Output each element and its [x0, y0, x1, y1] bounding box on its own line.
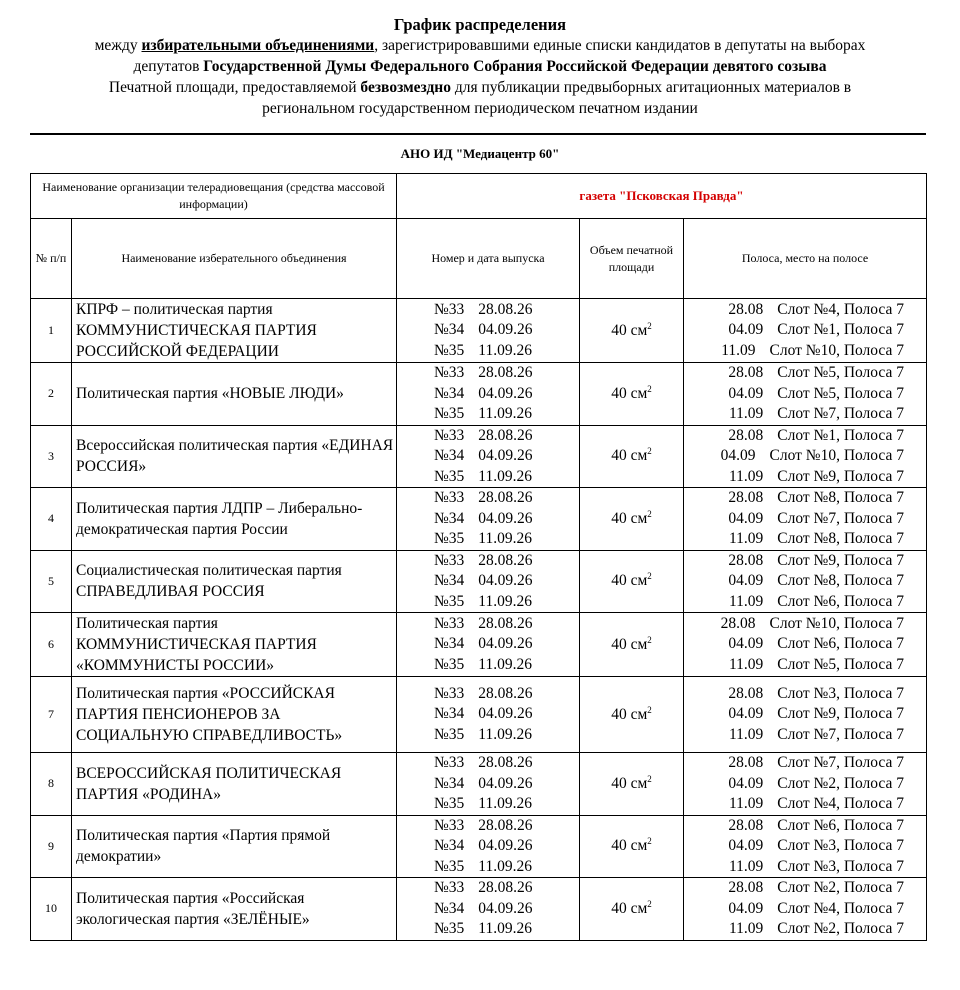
issue-cell — [397, 363, 580, 426]
slot-date: 28.08 — [728, 364, 764, 381]
issue-line — [397, 614, 579, 635]
issue-number: №33 — [434, 879, 465, 896]
slot-line — [684, 816, 926, 837]
slot-place: Слот №8, Полоса 7 — [777, 530, 905, 547]
issue-line — [397, 899, 579, 920]
slot-line — [684, 774, 926, 795]
party-name: Политическая партия ЛДПР – Либерально-демократическая партия России — [72, 488, 397, 551]
row-number: 7 — [31, 677, 72, 753]
slot-line — [684, 467, 926, 488]
issue-number: №35 — [434, 405, 465, 422]
issue-line — [397, 919, 579, 940]
volume-value: 40 см — [611, 774, 648, 792]
slot-date: 04.09 — [728, 774, 764, 792]
issue-date: 04.09.26 — [478, 509, 533, 527]
volume-unit-superscript: 2 — [647, 446, 652, 457]
volume-cell — [580, 363, 684, 426]
table-row — [31, 550, 927, 613]
issue-cell — [397, 613, 580, 677]
issue-number: №35 — [434, 467, 465, 485]
slot-place: Слот №8, Полоса 7 — [777, 489, 905, 506]
slot-line — [684, 571, 926, 592]
issue-line — [397, 704, 579, 725]
slot-line — [684, 384, 926, 405]
issue-number: №33 — [434, 364, 465, 381]
slot-date: 28.08 — [728, 426, 764, 444]
issue-number: №35 — [434, 795, 465, 812]
issue-line — [397, 816, 579, 837]
issue-number: №34 — [434, 705, 465, 723]
party-name: Политическая партия «НОВЫЕ ЛЮДИ» — [72, 363, 397, 426]
slot-line — [684, 857, 926, 878]
slot-date: 04.09 — [720, 447, 756, 464]
issue-number: №34 — [434, 572, 465, 589]
issue-line — [397, 404, 579, 425]
party-name: ВСЕРОССИЙСКАЯ ПОЛИТИЧЕСКАЯ ПАРТИЯ «РОДИНА» — [72, 753, 397, 816]
issue-date: 28.08.26 — [478, 300, 533, 318]
volume-value: 40 см — [611, 321, 648, 339]
issue-date: 11.09.26 — [478, 725, 532, 743]
issue-date: 04.09.26 — [478, 899, 533, 917]
issue-date: 28.08.26 — [478, 754, 533, 771]
slot-place: Слот №6, Полоса 7 — [777, 592, 905, 610]
slot-cell — [684, 299, 927, 363]
row-number: 8 — [31, 753, 72, 816]
volume-unit-superscript: 2 — [647, 704, 652, 715]
slot-cell — [684, 815, 927, 878]
issue-date: 04.09.26 — [478, 774, 533, 792]
outlet-name: газета "Псковская Правда" — [397, 174, 927, 219]
slot-place: Слот №9, Полоса 7 — [777, 467, 905, 485]
issue-date: 04.09.26 — [478, 447, 533, 464]
col-num-header: № п/п — [31, 219, 72, 299]
volume-cell — [580, 878, 684, 941]
slot-date: 11.09 — [721, 341, 756, 359]
issue-date: 28.08.26 — [478, 551, 533, 569]
issue-date: 28.08.26 — [478, 614, 533, 632]
volume-unit-superscript: 2 — [647, 383, 652, 394]
slot-place: Слот №3, Полоса 7 — [777, 857, 905, 875]
volume-cell — [580, 753, 684, 816]
table-row — [31, 425, 927, 488]
header-rule — [30, 133, 926, 135]
slot-date: 04.09 — [728, 509, 764, 527]
table-row — [31, 815, 927, 878]
slot-cell — [684, 550, 927, 613]
col-slot-header: Полоса, место на полосе — [684, 219, 927, 299]
volume-unit-superscript: 2 — [647, 508, 652, 519]
slot-date: 04.09 — [728, 384, 764, 402]
row-number: 5 — [31, 550, 72, 613]
slot-place: Слот №4, Полоса 7 — [777, 300, 905, 318]
issue-date: 11.09.26 — [478, 655, 532, 673]
header-line-4-post: для публикации предвыборных агитационных материалов в — [451, 79, 852, 96]
volume-value: 40 см — [611, 899, 648, 917]
issue-number: №34 — [434, 635, 465, 653]
slot-place: Слот №4, Полоса 7 — [777, 899, 905, 917]
slot-cell — [684, 878, 927, 941]
slot-date: 04.09 — [728, 705, 764, 723]
volume-value: 40 см — [611, 384, 648, 402]
slot-place: Слот №1, Полоса 7 — [777, 426, 905, 444]
slot-line — [684, 551, 926, 572]
issue-date: 04.09.26 — [478, 705, 533, 723]
table-row — [31, 677, 927, 753]
volume-unit-superscript: 2 — [647, 898, 652, 909]
party-name: Всероссийская политическая партия «ЕДИНАЯ РОССИЯ» — [72, 425, 397, 488]
issue-line — [397, 551, 579, 572]
issue-line — [397, 774, 579, 795]
issue-number: №33 — [434, 614, 465, 632]
issue-cell — [397, 677, 580, 753]
slot-line — [684, 404, 926, 425]
slot-line — [684, 634, 926, 655]
slot-date: 28.08 — [728, 489, 764, 506]
slot-date: 28.08 — [728, 816, 764, 834]
issue-line — [397, 446, 579, 467]
issue-date: 11.09.26 — [478, 467, 532, 485]
header-line-2 — [0, 35, 960, 56]
issue-cell — [397, 299, 580, 363]
issue-number: №35 — [434, 655, 465, 673]
slot-date: 04.09 — [728, 321, 764, 339]
slot-line — [684, 836, 926, 857]
slot-place: Слот №7, Полоса 7 — [777, 754, 905, 771]
issue-line — [397, 857, 579, 878]
slot-date: 04.09 — [728, 572, 764, 589]
issue-date: 04.09.26 — [478, 635, 533, 653]
issue-line — [397, 684, 579, 705]
volume-cell — [580, 488, 684, 551]
issue-date: 28.08.26 — [478, 489, 533, 506]
slot-cell — [684, 488, 927, 551]
issue-number: №34 — [434, 837, 465, 854]
slot-line — [684, 753, 926, 774]
volume-unit-superscript: 2 — [647, 571, 652, 582]
volume-cell — [580, 425, 684, 488]
header-line-2-pre: между — [94, 37, 142, 54]
issue-number: №33 — [434, 816, 465, 834]
header-line-3-bold: Государственной Думы Федерального Собрания Российской Федерации девятого созыва — [203, 58, 827, 75]
slot-date: 11.09 — [728, 725, 764, 743]
col-party-header: Наименование избеpательного объединения — [72, 219, 397, 299]
issue-line — [397, 467, 579, 488]
slot-place: Слот №6, Полоса 7 — [777, 635, 905, 653]
volume-value: 40 см — [611, 447, 648, 465]
slot-line — [684, 300, 926, 321]
issue-line — [397, 725, 579, 746]
table-row — [31, 299, 927, 363]
slot-date: 04.09 — [728, 635, 764, 653]
slot-date: 04.09 — [728, 899, 764, 917]
party-name: Социалистическая политическая партия СПРАВЕДЛИВАЯ РОССИЯ — [72, 550, 397, 613]
party-name: Политическая партия КОММУНИСТИЧЕСКАЯ ПАРТИЯ «КОММУНИСТЫ РОССИИ» — [72, 613, 397, 677]
issue-date: 11.09.26 — [478, 530, 532, 547]
issue-date: 28.08.26 — [478, 816, 533, 834]
issue-number: №35 — [434, 920, 465, 937]
issue-line — [397, 488, 579, 509]
issue-number: №34 — [434, 447, 465, 464]
issue-line — [397, 509, 579, 530]
slot-place: Слот №10, Полоса 7 — [769, 447, 905, 464]
slot-date: 11.09 — [728, 592, 764, 610]
slot-place: Слот №2, Полоса 7 — [777, 920, 905, 937]
issue-number: №34 — [434, 321, 465, 339]
issue-date: 11.09.26 — [478, 592, 532, 610]
volume-value: 40 см — [611, 509, 648, 527]
issue-date: 28.08.26 — [478, 684, 533, 702]
party-name: КПРФ – политическая партия КОММУНИСТИЧЕСКАЯ ПАРТИЯ РОССИЙСКОЙ ФЕДЕРАЦИИ — [72, 299, 397, 363]
slot-date: 28.08 — [728, 879, 764, 896]
row-number: 2 — [31, 363, 72, 426]
slot-line — [684, 684, 926, 705]
slot-line — [684, 919, 926, 940]
slot-line — [684, 655, 926, 676]
slot-line — [684, 363, 926, 384]
volume-unit-superscript: 2 — [647, 320, 652, 331]
issue-line — [397, 529, 579, 550]
header-line-4-bold: безвозмездно — [360, 79, 451, 96]
slot-line — [684, 341, 926, 362]
slot-cell — [684, 613, 927, 677]
col-volume-header: Объем печатной площади — [580, 219, 684, 299]
row-number: 10 — [31, 878, 72, 941]
issue-date: 04.09.26 — [478, 572, 533, 589]
row-number: 3 — [31, 425, 72, 488]
volume-unit-superscript: 2 — [647, 836, 652, 847]
slot-line — [684, 899, 926, 920]
header-line-4 — [0, 77, 960, 98]
volume-value: 40 см — [611, 705, 648, 723]
slot-place: Слот №5, Полоса 7 — [777, 384, 905, 402]
issue-line — [397, 320, 579, 341]
table-top-header — [31, 174, 927, 219]
slot-place: Слот №3, Полоса 7 — [777, 837, 905, 854]
col-issue-header: Номер и дата выпуска — [397, 219, 580, 299]
slot-line — [684, 488, 926, 509]
slot-date: 11.09 — [728, 795, 764, 812]
header-line-3 — [0, 56, 960, 77]
slot-place: Слот №6, Полоса 7 — [777, 816, 905, 834]
slot-place: Слот №1, Полоса 7 — [777, 321, 905, 339]
issue-number: №35 — [434, 530, 465, 547]
issue-cell — [397, 815, 580, 878]
slot-place: Слот №5, Полоса 7 — [777, 655, 905, 673]
slot-place: Слот №10, Полоса 7 — [769, 341, 905, 359]
slot-date: 04.09 — [728, 837, 764, 854]
table-row — [31, 613, 927, 677]
table-row — [31, 363, 927, 426]
slot-place: Слот №9, Полоса 7 — [777, 705, 905, 723]
issue-line — [397, 753, 579, 774]
issue-number: №34 — [434, 899, 465, 917]
party-name: Политическая партия «Партия прямой демократии» — [72, 815, 397, 878]
issue-line — [397, 363, 579, 384]
issue-date: 04.09.26 — [478, 321, 533, 339]
slot-date: 28.08 — [728, 684, 764, 702]
issue-number: №35 — [434, 725, 465, 743]
volume-value: 40 см — [611, 572, 648, 590]
issue-cell — [397, 425, 580, 488]
slot-date: 11.09 — [728, 655, 764, 673]
slot-date: 28.08 — [728, 551, 764, 569]
issue-line — [397, 592, 579, 613]
issue-cell — [397, 550, 580, 613]
volume-unit-superscript: 2 — [647, 773, 652, 784]
issue-date: 28.08.26 — [478, 879, 533, 896]
slot-place: Слот №8, Полоса 7 — [777, 572, 905, 589]
issue-line — [397, 655, 579, 676]
slot-place: Слот №7, Полоса 7 — [777, 405, 905, 422]
row-number: 1 — [31, 299, 72, 363]
allocation-table — [30, 173, 927, 941]
slot-cell — [684, 363, 927, 426]
slot-line — [684, 320, 926, 341]
slot-line — [684, 878, 926, 899]
slot-place: Слот №7, Полоса 7 — [777, 725, 905, 743]
slot-line — [684, 509, 926, 530]
header-line-5: региональном государственном периодическом печатном издании — [262, 100, 698, 117]
slot-cell — [684, 753, 927, 816]
org-header: Наименование организации телерадиовещания (средства массовой информации) — [31, 174, 397, 219]
issue-number: №34 — [434, 384, 465, 402]
issue-number: №33 — [434, 489, 465, 506]
slot-date: 11.09 — [728, 920, 764, 937]
volume-value: 40 см — [611, 837, 648, 855]
issue-number: №35 — [434, 857, 465, 875]
slot-place: Слот №9, Полоса 7 — [777, 551, 905, 569]
slot-date: 11.09 — [728, 857, 764, 875]
document-title: График распределения — [393, 15, 567, 34]
issue-line — [397, 341, 579, 362]
issue-line — [397, 878, 579, 899]
issue-date: 11.09.26 — [478, 341, 532, 359]
slot-line — [684, 446, 926, 467]
slot-date: 28.08 — [728, 300, 764, 318]
issue-line — [397, 426, 579, 447]
slot-place: Слот №7, Полоса 7 — [777, 509, 905, 527]
slot-place: Слот №2, Полоса 7 — [777, 879, 905, 896]
issue-number: №33 — [434, 754, 465, 771]
issue-date: 04.09.26 — [478, 384, 533, 402]
issue-date: 28.08.26 — [478, 426, 533, 444]
slot-place: Слот №10, Полоса 7 — [769, 614, 905, 632]
issue-line — [397, 836, 579, 857]
document-header — [0, 14, 960, 119]
slot-date: 11.09 — [728, 530, 764, 547]
volume-cell — [580, 550, 684, 613]
issue-number: №34 — [434, 509, 465, 527]
party-name: Политическая партия «Российская экологическая партия «ЗЕЛЁНЫЕ» — [72, 878, 397, 941]
publisher-name: АНО ИД "Медиацентр 60" — [400, 146, 560, 161]
slot-date: 11.09 — [728, 467, 764, 485]
volume-cell — [580, 613, 684, 677]
issue-line — [397, 384, 579, 405]
volume-cell — [580, 677, 684, 753]
issue-date: 28.08.26 — [478, 364, 533, 381]
volume-value: 40 см — [611, 635, 648, 653]
volume-cell — [580, 815, 684, 878]
row-number: 9 — [31, 815, 72, 878]
slot-place: Слот №4, Полоса 7 — [777, 795, 905, 812]
issue-number: №33 — [434, 426, 465, 444]
issue-date: 11.09.26 — [478, 405, 532, 422]
column-header-row — [31, 219, 927, 299]
issue-number: №35 — [434, 341, 465, 359]
header-line-3-pre: депутатов — [133, 58, 204, 75]
slot-line — [684, 704, 926, 725]
party-name: Политическая партия «РОССИЙСКАЯ ПАРТИЯ ПЕНСИОНЕРОВ ЗА СОЦИАЛЬНУЮ СПРАВЕДЛИВОСТЬ» — [72, 677, 397, 753]
issue-line — [397, 634, 579, 655]
issue-date: 11.09.26 — [478, 795, 532, 812]
issue-line — [397, 300, 579, 321]
issue-cell — [397, 488, 580, 551]
slot-line — [684, 725, 926, 746]
volume-unit-superscript: 2 — [647, 634, 652, 645]
header-line-2-underlined: избирательными объединениями — [141, 37, 375, 54]
issue-number: №33 — [434, 551, 465, 569]
slot-date: 28.08 — [728, 754, 764, 771]
issue-date: 11.09.26 — [478, 857, 532, 875]
slot-place: Слот №5, Полоса 7 — [777, 364, 905, 381]
slot-line — [684, 794, 926, 815]
table-row — [31, 878, 927, 941]
issue-date: 11.09.26 — [478, 920, 532, 937]
slot-place: Слот №2, Полоса 7 — [777, 774, 905, 792]
issue-date: 04.09.26 — [478, 837, 533, 854]
issue-number: №34 — [434, 774, 465, 792]
slot-line — [684, 592, 926, 613]
row-number: 4 — [31, 488, 72, 551]
issue-cell — [397, 753, 580, 816]
issue-number: №35 — [434, 592, 465, 610]
slot-date: 28.08 — [720, 614, 756, 632]
issue-line — [397, 571, 579, 592]
header-line-4-pre: Печатной площади, предоставляемой — [108, 79, 361, 96]
slot-line — [684, 614, 926, 635]
issue-cell — [397, 878, 580, 941]
slot-cell — [684, 677, 927, 753]
issue-number: №33 — [434, 300, 465, 318]
issue-line — [397, 794, 579, 815]
issue-number: №33 — [434, 684, 465, 702]
table-row — [31, 753, 927, 816]
slot-line — [684, 426, 926, 447]
header-line-2-post: , зарегистрировавшими единые списки кандидатов в депутаты на выборах — [374, 37, 866, 54]
slot-line — [684, 529, 926, 550]
slot-place: Слот №3, Полоса 7 — [777, 684, 905, 702]
table-row — [31, 488, 927, 551]
volume-cell — [580, 299, 684, 363]
slot-date: 11.09 — [728, 405, 764, 422]
row-number: 6 — [31, 613, 72, 677]
slot-cell — [684, 425, 927, 488]
